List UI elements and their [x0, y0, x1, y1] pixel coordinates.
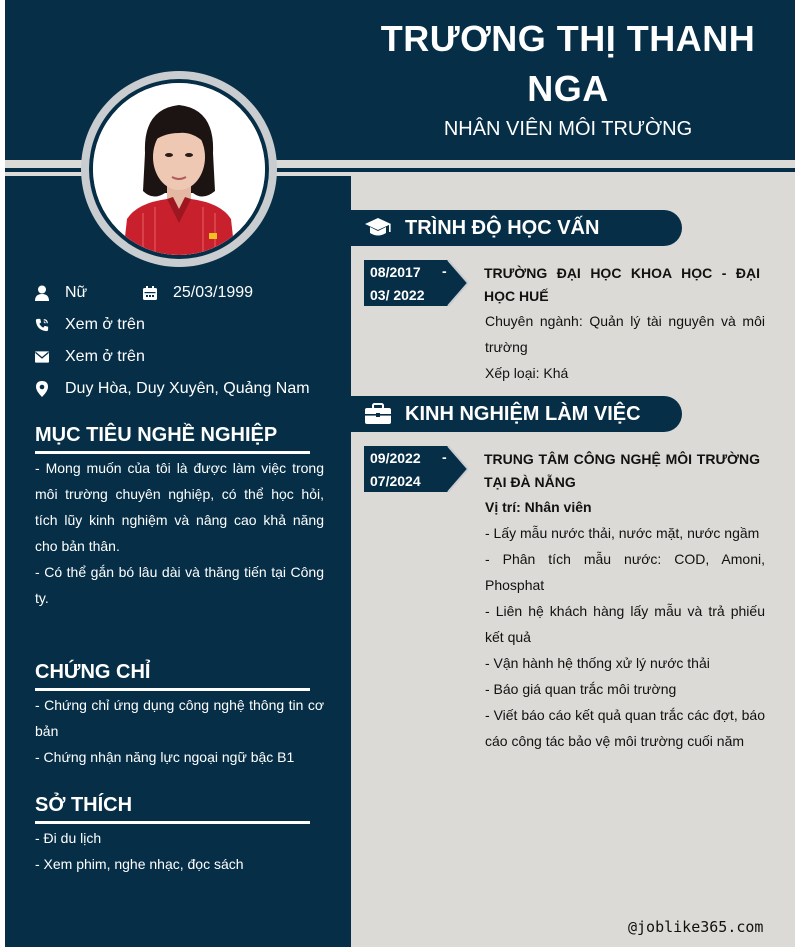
- education-banner: [351, 210, 682, 246]
- objective-line: - Có thể gắn bó lâu dài và thăng tiến tại Công ty.: [35, 564, 324, 606]
- experience-date-start: 09/2022: [370, 450, 421, 466]
- hobbies-title: SỞ THÍCH: [35, 794, 133, 816]
- calendar-icon: [143, 285, 157, 301]
- experience-title: KINH NGHIỆM LÀM VIỆC: [405, 402, 641, 425]
- education-date-tag: [364, 260, 468, 306]
- graduation-cap-icon: [351, 217, 405, 239]
- experience-duty: - Lấy mẫu nước thải, nước mặt, nước ngầm: [485, 525, 760, 541]
- education-major: Chuyên ngành: Quản lý tài nguyên và môi trường: [485, 313, 765, 355]
- birthdate-value: 25/03/1999: [173, 284, 254, 301]
- hobby-item: - Đi du lịch: [35, 830, 102, 846]
- education-title: TRÌNH ĐỘ HỌC VẤN: [405, 216, 600, 239]
- contact-phone: [35, 313, 145, 337]
- envelope-icon: [35, 349, 49, 365]
- name-line-1: TRƯƠNG THỊ THANH: [380, 18, 756, 59]
- objective-title: MỤC TIÊU NGHỀ NGHIỆP: [35, 424, 278, 446]
- name-line-2: NGA: [527, 68, 609, 109]
- education-details: [485, 308, 765, 386]
- objective-rule: [35, 451, 310, 454]
- experience-date-dash: -: [442, 449, 447, 465]
- experience-details: [485, 494, 765, 754]
- contact-address: [35, 377, 310, 401]
- experience-banner: [351, 396, 682, 432]
- certificates-title: CHỨNG CHỈ: [35, 661, 151, 683]
- map-pin-icon: [35, 381, 49, 397]
- job-title: NHÂN VIÊN MÔI TRƯỜNG: [443, 118, 693, 140]
- experience-duty: - Phân tích mẫu nước: COD, Amoni, Phosphat: [485, 551, 765, 593]
- experience-date-tag: [364, 446, 468, 492]
- experience-position: Vị trí: Nhân viên: [485, 499, 592, 515]
- briefcase-icon: [351, 403, 405, 425]
- certificate-item: - Chứng nhận năng lực ngoại ngữ bậc B1: [35, 749, 295, 765]
- contact-email: [35, 345, 145, 369]
- gender-value: Nữ: [65, 284, 88, 301]
- phone-value: Xem ở trên: [65, 316, 145, 333]
- avatar: [93, 83, 265, 255]
- hobbies-list: [35, 825, 324, 877]
- hobbies-rule: [35, 821, 310, 824]
- email-value: Xem ở trên: [65, 348, 145, 365]
- footer-handle: @joblike365.com: [628, 918, 764, 936]
- full-name: [355, 14, 781, 114]
- education-school: TRƯỜNG ĐẠI HỌC KHOA HỌC - ĐẠI HỌC HUẾ: [484, 265, 760, 304]
- experience-duty: - Viết báo cáo kết quả quan trắc các đợt, báo cáo công tác bảo vệ môi trường cuối năm: [485, 707, 765, 749]
- contact-gender: [35, 281, 87, 305]
- education-date-dash: -: [442, 263, 447, 279]
- resume-page: [5, 0, 795, 947]
- education-date-start: 08/2017: [370, 264, 421, 280]
- experience-duty: - Báo giá quan trắc môi trường: [485, 681, 677, 697]
- experience-duty: - Liên hệ khách hàng lấy mẫu và trả phiếu kết quả: [485, 603, 765, 645]
- experience-company: TRUNG TÂM CÔNG NGHỆ MÔI TRƯỜNG TẠI ĐÀ NẴNG: [484, 451, 760, 490]
- experience-date-end: 07/2024: [370, 473, 421, 489]
- certificates-rule: [35, 688, 310, 691]
- objective-line: - Mong muốn của tôi là được làm việc trong môi trường chuyên nghiệp, có thể học hỏi, tích lũy kinh nghiệm và nâng cao khả năng cho bản thân.: [35, 460, 324, 554]
- certificates-list: [35, 692, 324, 770]
- objective-text: [35, 455, 324, 611]
- profile-photo: [93, 83, 265, 255]
- experience-duty: - Vận hành hệ thống xử lý nước thải: [485, 655, 710, 671]
- phone-icon: [35, 317, 49, 333]
- person-icon: [35, 285, 49, 301]
- education-date-end: 03/ 2022: [370, 287, 425, 303]
- address-value: Duy Hòa, Duy Xuyên, Quảng Nam: [65, 380, 310, 397]
- hobby-item: - Xem phim, nghe nhạc, đọc sách: [35, 856, 244, 872]
- contact-birthdate: [143, 281, 253, 305]
- education-grade: Xếp loại: Khá: [485, 365, 569, 381]
- certificate-item: - Chứng chỉ ứng dụng công nghệ thông tin cơ bản: [35, 697, 324, 739]
